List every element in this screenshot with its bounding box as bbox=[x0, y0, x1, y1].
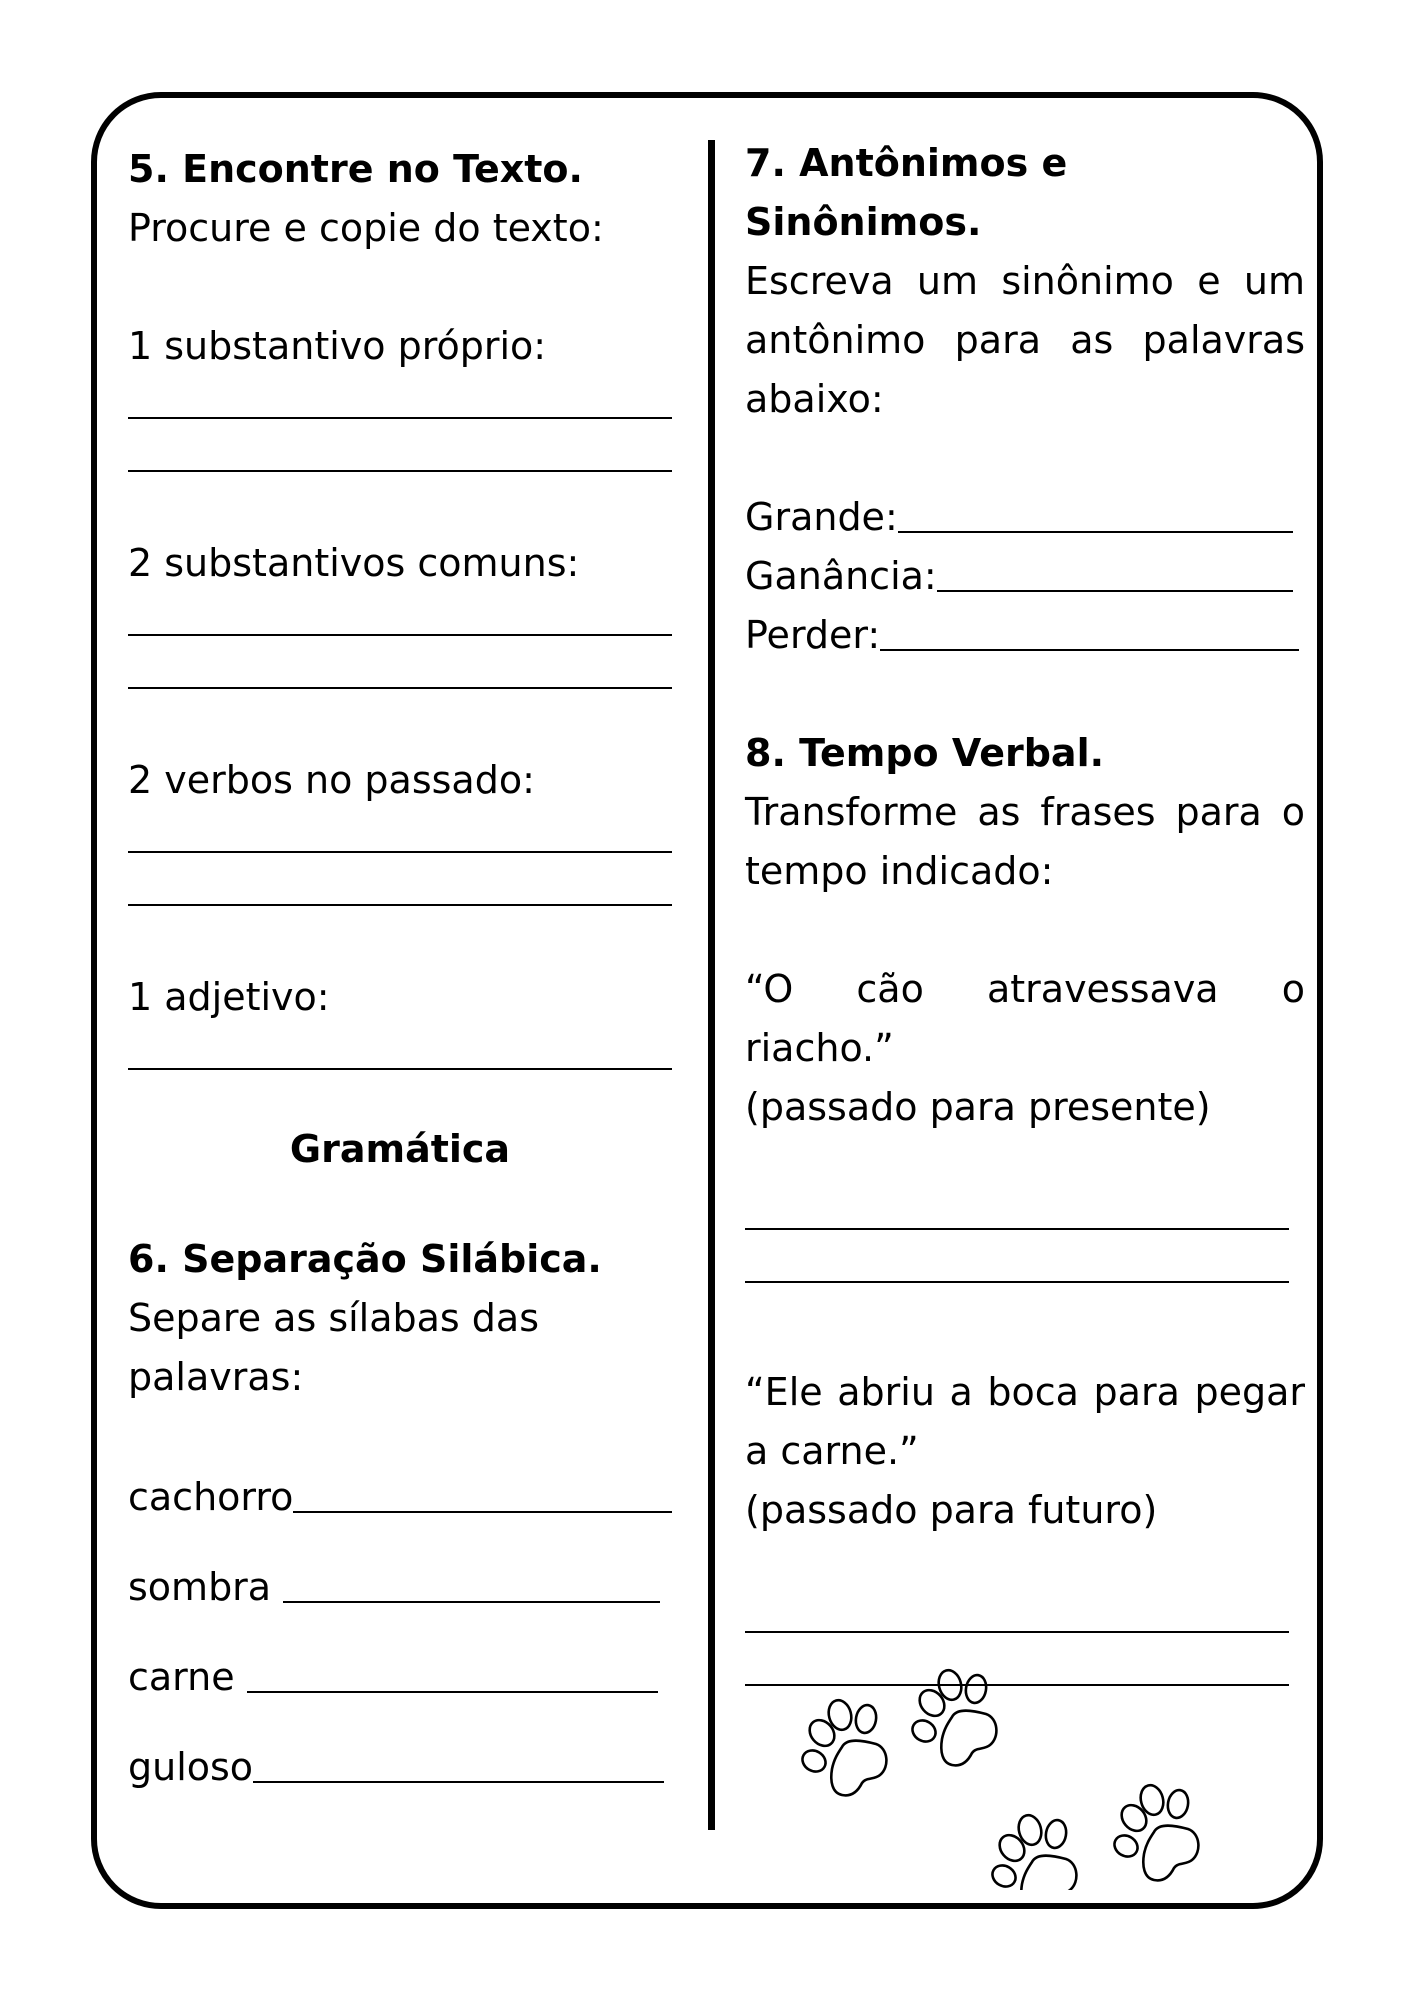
section5-title: 5. Encontre no Texto. bbox=[128, 147, 583, 191]
hint-1: (passado para presente) bbox=[745, 1085, 1211, 1129]
sentence-1: “O cão atravessava o riacho.” bbox=[745, 967, 1305, 1070]
synonym-word: Perder: bbox=[745, 613, 881, 657]
synonym-word: Ganância: bbox=[745, 554, 937, 598]
section8-instruction: Transforme as frases para o bbox=[745, 790, 1305, 834]
item-label: 1 adjetivo: bbox=[128, 975, 330, 1019]
paw-prints-decoration bbox=[760, 1630, 1240, 1890]
paw-print-icon bbox=[989, 1813, 1077, 1890]
synonym-row[interactable] bbox=[745, 606, 1305, 665]
section6-title: 6. Separação Silábica. bbox=[128, 1237, 602, 1281]
syllable-word: guloso bbox=[128, 1745, 254, 1789]
section8-instruction: tempo indicado: bbox=[745, 849, 1054, 893]
syllable-word: cachorro bbox=[128, 1475, 294, 1519]
left-column bbox=[128, 140, 672, 1797]
section5-instruction: Procure e copie do texto: bbox=[128, 206, 604, 250]
answer-line[interactable] bbox=[128, 376, 672, 429]
right-column bbox=[745, 134, 1305, 1696]
answer-line[interactable] bbox=[745, 1240, 1305, 1293]
paw-print-icon bbox=[909, 1668, 997, 1766]
syllable-row[interactable] bbox=[128, 1617, 672, 1707]
synonym-row[interactable] bbox=[745, 547, 1305, 606]
sentence-2: “Ele abriu a boca para pegar bbox=[745, 1370, 1305, 1414]
paw-print-icon bbox=[1111, 1783, 1199, 1881]
answer-line[interactable] bbox=[745, 1187, 1305, 1240]
synonym-row[interactable] bbox=[745, 488, 1305, 547]
answer-line[interactable] bbox=[128, 646, 672, 699]
answer-line[interactable] bbox=[128, 1027, 672, 1080]
column-divider bbox=[708, 140, 715, 1830]
syllable-row[interactable] bbox=[128, 1707, 672, 1797]
grammar-heading: Gramática bbox=[289, 1127, 511, 1171]
item-label: 2 substantivos comuns: bbox=[128, 541, 580, 585]
section6-instruction: Separe as sílabas das bbox=[128, 1296, 540, 1340]
answer-line[interactable] bbox=[128, 429, 672, 482]
section7-instruction: antônimo para as palavras bbox=[745, 318, 1305, 362]
section8-title: 8. Tempo Verbal. bbox=[745, 731, 1105, 775]
syllable-row[interactable] bbox=[128, 1527, 672, 1617]
sentence-2: a carne.” bbox=[745, 1429, 919, 1473]
syllable-row[interactable] bbox=[128, 1463, 672, 1527]
section7-instruction: abaixo: bbox=[745, 377, 884, 421]
answer-line[interactable] bbox=[128, 810, 672, 863]
item-label: 1 substantivo próprio: bbox=[128, 324, 547, 368]
synonym-word: Grande: bbox=[745, 495, 898, 539]
item-label: 2 verbos no passado: bbox=[128, 758, 535, 802]
section6-instruction: palavras: bbox=[128, 1355, 304, 1399]
syllable-word: sombra bbox=[128, 1565, 284, 1609]
section7-instruction: Escreva um sinônimo e um bbox=[745, 259, 1305, 303]
answer-line[interactable] bbox=[128, 863, 672, 916]
section7-title: 7. Antônimos e Sinônimos. bbox=[745, 141, 1068, 244]
answer-line[interactable] bbox=[128, 593, 672, 646]
syllable-word: carne bbox=[128, 1655, 247, 1699]
hint-2: (passado para futuro) bbox=[745, 1488, 1158, 1532]
paw-print-icon bbox=[799, 1698, 887, 1796]
